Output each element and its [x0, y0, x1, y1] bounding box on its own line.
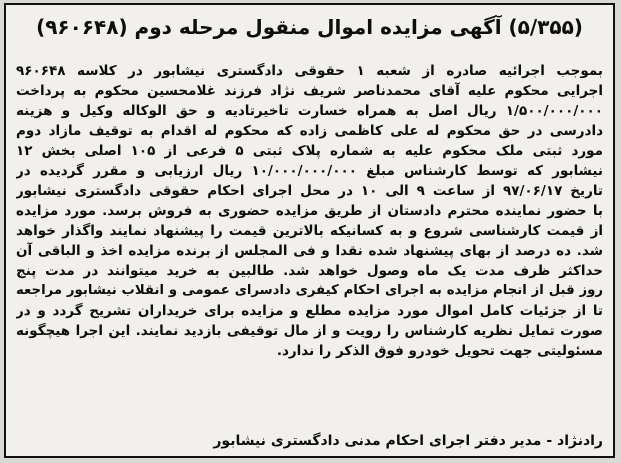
notice-line: روز قبل از انجام مزایده به اجرای احکام کیفری دادسرای عمومی و انقلاب نیشابور مراجعه	[16, 283, 603, 298]
notice-line: تاریخ ۹۷/۰۶/۱۷ از ساعت ۹ الی ۱۰ در محل اجرای احکام حقوقی دادگستری نیشابور	[16, 183, 603, 199]
auction-notice	[4, 3, 615, 458]
notice-line: از قیمت کارشناسی شروع و به کسانیکه بالاترین قیمت را پیشنهاد نمایند واگذار خواهد	[16, 223, 603, 239]
notice-signature: رادنژاد - مدیر دفتر اجرای احکام مدنی دادگستری نیشابور	[213, 433, 603, 449]
notice-line: نیشابور که توسط کارشناس مبلغ ۱۰/۰۰۰/۰۰۰/۰۰۰ ریال ارزیابی و مقرر گردیده در	[16, 163, 603, 179]
notice-line: ۱/۵۰۰/۰۰۰/۰۰۰ ریال اصل به همراه خسارت تاخیرتادیه و حق الوکاله وکیل و هزینه	[16, 103, 603, 119]
notice-line: حداکثر ظرف مدت یک ماه وصول خواهد شد. طالبین به خرید میتوانند در مدت پنج	[16, 263, 603, 279]
notice-line: دادرسی در حق محکوم له علی کاظمی زاده که محکوم له اقدام به توقیف مازاد دوم	[16, 123, 603, 139]
notice-line: مسئولیتی جهت تحویل خودرو فوق الذکر را ندارد.	[276, 343, 603, 359]
notice-line: بموجب اجرائیه صادره از شعبه ۱ حقوقی دادگستری نیشابور در کلاسه ۹۶۰۶۴۸	[16, 63, 603, 79]
notice-line: صورت تمایل نظریه کارشناس را رویت و از مال توقیفی بازدید نمایند. این اجرا هیچگونه	[16, 323, 603, 339]
notice-line: شد. ده درصد از بهای پیشنهاد شده نقدا و فی المجلس از برنده مزایده اخذ و الباقی آن	[16, 243, 603, 259]
notice-line: تا از جزئیات کامل اموال مورد مزایده مطلع و مزایده برای خریداران تشریح گردد و در	[16, 303, 603, 319]
notice-line: با حضور نماینده محترم دادستان از طریق مزایده حضوری به فروش برسد. مورد مزایده	[16, 203, 603, 219]
notice-body	[16, 61, 603, 361]
notice-title: (۵/۳۵۵) آگهی مزایده اموال منقول مرحله دوم (۹۶۰۶۴۸)	[36, 15, 583, 39]
notice-line: اجرایی محکوم علیه آقای محمدناصر شریف نژاد فرزند غلامحسین محکوم به پرداخت	[16, 83, 603, 99]
notice-line: مورد ثبتی ملک محکوم علیه به شماره پلاک ثبتی ۵ فرعی از ۱۰۵ اصلی بخش ۱۲	[16, 143, 603, 159]
